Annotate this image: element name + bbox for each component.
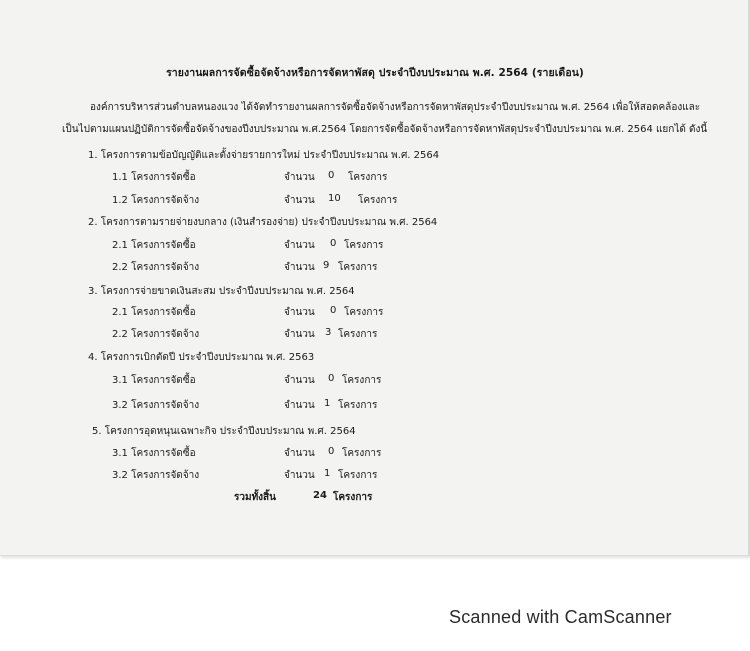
item-unit: โครงการ [342,375,382,386]
item-count: 0 [330,238,337,249]
item-label: 2.2 โครงการจัดจ้าง [112,262,200,273]
item-label: 2.1 โครงการจัดซื้อ [112,240,196,251]
item-unit: โครงการ [358,195,398,206]
item-unit: โครงการ [348,172,388,183]
item-amount-label: จำนวน [284,307,315,318]
item-amount-label: จำนวน [284,400,315,411]
item-label: 3.2 โครงการจัดจ้าง [112,470,200,481]
item-count: 0 [328,446,335,457]
item-label: 3.1 โครงการจัดซื้อ [112,448,196,459]
intro-line-1: องค์การบริหารส่วนตำบลหนองแวง ได้จัดทำรายงานผลการจัดซื้อจัดจ้างหรือการจัดหาพัสดุประจำปีงบประมาณ พ.ศ. 2564 เพื่อให้สอดคล้องและ [90,102,701,113]
item-label: 1.1 โครงการจัดซื้อ [112,172,196,183]
item-amount-label: จำนวน [284,240,315,251]
item-count: 0 [328,170,335,181]
item-amount-label: จำนวน [284,172,315,183]
section-2-heading: 2. โครงการตามรายจ่ายงบกลาง (เงินสำรองจ่าย) ประจำปีงบประมาณ พ.ศ. 2564 [88,217,438,228]
item-amount-label: จำนวน [284,262,315,273]
section-5-heading: 5. โครงการอุดหนุนเฉพาะกิจ ประจำปีงบประมาณ พ.ศ. 2564 [92,426,356,437]
item-label: 3.2 โครงการจัดจ้าง [112,400,200,411]
item-count: 3 [325,327,332,338]
total-label: รวมทั้งสิ้น [234,492,276,503]
item-label: 2.2 โครงการจัดจ้าง [112,329,200,340]
camscanner-watermark: Scanned with CamScanner [449,607,672,627]
item-count: 1 [324,468,331,479]
item-unit: โครงการ [342,448,382,459]
document-title: รายงานผลการจัดซื้อจัดจ้างหรือการจัดหาพัสดุ ประจำปีงบประมาณ พ.ศ. 2564 (รายเดือน) [166,67,584,79]
intro-line-2: เป็นไปตามแผนปฏิบัติการจัดซื้อจัดจ้างของปีงบประมาณ พ.ศ.2564 โดยการจัดซื้อจัดจ้างหรือการจัดหาพัสดุประจำปีงบประมาณ พ.ศ. 2564 แยกได้ ดังนี้ [62,124,708,135]
item-count: 1 [324,398,331,409]
total-count: 24 [313,490,327,501]
section-1-heading: 1. โครงการตามข้อบัญญัติและตั้งจ่ายรายการใหม่ ประจำปีงบประมาณ พ.ศ. 2564 [88,150,440,161]
item-count: 9 [323,260,330,271]
item-amount-label: จำนวน [284,375,315,386]
item-unit: โครงการ [338,262,378,273]
item-label: 2.1 โครงการจัดซื้อ [112,307,196,318]
total-unit: โครงการ [333,492,373,503]
section-4-heading: 4. โครงการเบิกตัดปี ประจำปีงบประมาณ พ.ศ. 2563 [88,352,315,363]
item-unit: โครงการ [338,400,378,411]
item-unit: โครงการ [344,307,384,318]
section-3-heading: 3. โครงการจ่ายขาดเงินสะสม ประจำปีงบประมาณ พ.ศ. 2564 [88,286,355,297]
item-unit: โครงการ [338,470,378,481]
item-unit: โครงการ [344,240,384,251]
item-amount-label: จำนวน [284,329,315,340]
item-count: 0 [328,373,335,384]
item-amount-label: จำนวน [284,470,315,481]
item-count: 10 [328,193,341,204]
item-label: 3.1 โครงการจัดซื้อ [112,375,196,386]
item-amount-label: จำนวน [284,448,315,459]
item-unit: โครงการ [338,329,378,340]
item-count: 0 [330,305,337,316]
item-amount-label: จำนวน [284,195,315,206]
item-label: 1.2 โครงการจัดจ้าง [112,195,200,206]
